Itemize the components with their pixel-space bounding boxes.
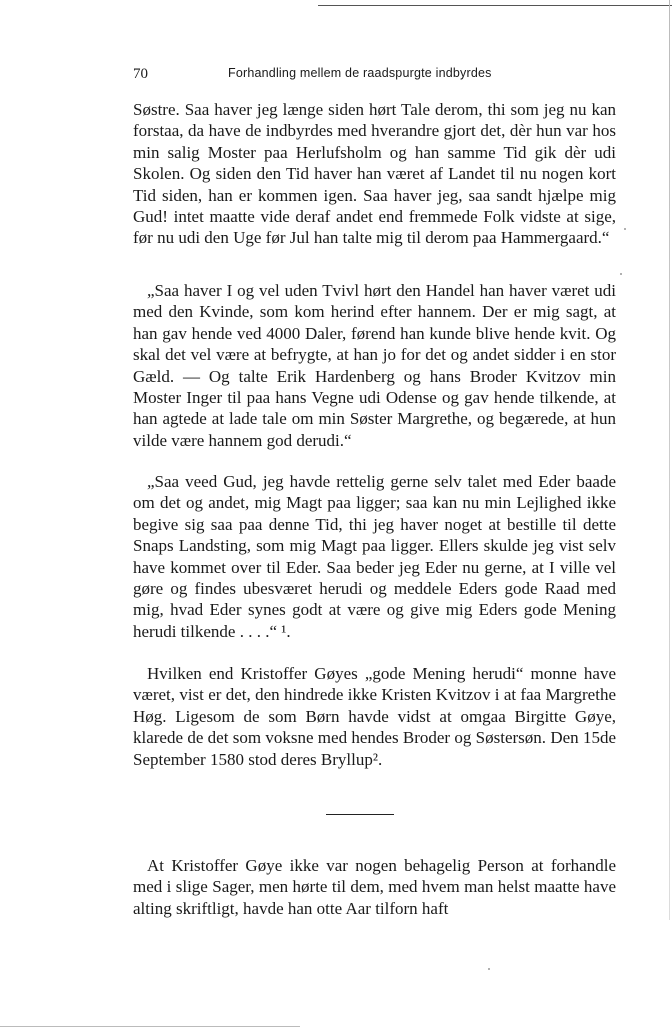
page-header [133, 66, 541, 86]
scan-speck [488, 968, 490, 970]
paragraph-3: „Saa veed Gud, jeg havde rettelig gerne selv talet med Eder baade om det og andet, mig Magt paa ligger; saa kan nu min Lejlighed ikke begive sig saa paa denne Tid, thi jeg haver noget at bestille til dette Snaps Landsting, som mig Magt paa ligger. Ellers skulde jeg vist selv have kommet over til Eder. Saa beder jeg Eder nu gerne, at I ville vel gøre og findes ubesværet herudi og meddele Eders gode Raad med mig, hvad Eder synes godt at være og give mig Eders gode Mening herudi tilkende . . . .“ ¹. [133, 472, 616, 641]
paragraph-1: Søstre. Saa haver jeg længe siden hørt Tale derom, thi som jeg nu kan forstaa, da have de indbyrdes med hverandre gjort det, dèr hun var hos min salig Moster paa Herlufsholm og han samme Tid gik dèr udi Skolen. Og siden den Tid haver han været af Landet til nu nogen kort Tid siden, han er kommen igen. Saa haver jeg, saa sandt hjælpe mig Gud! intet maatte vide deraf andet end fremmede Folk vidste at sige, før nu udi den Uge før Jul han talte mig til derom paa Hammergaard.“ [133, 100, 616, 248]
page-number: 70 [133, 66, 148, 82]
section-divider [326, 814, 394, 815]
scan-speck [624, 228, 626, 230]
top-edge-rule [318, 5, 672, 6]
scan-speck [620, 273, 622, 275]
paragraph-5: At Kristoffer Gøye ikke var nogen behagelig Person at forhandle med i slige Sager, men hørte til dem, med hvem man helst maatte have alting skriftligt, havde han otte Aar tilforn haft [133, 856, 616, 918]
paragraph-2: „Saa haver I og vel uden Tvivl hørt den Handel han haver været udi med den Kvinde, som kom herind efter hannem. Der er mig sagt, at han gav hende ved 4000 Daler, førend han kunde blive hende kvit. Og skal det vel være at befrygte, at han jo for det og andet sidder i en stor Gæld. — Og talte Erik Hardenberg og hans Broder Kvitzov min Moster Inger til paa hans Vegne udi Odense og gav hende tilkende, at han agtede at lade tale om min Søster Margrethe, og begærede, at hun vilde være hannem god derudi.“ [133, 281, 616, 450]
running-head: Forhandling mellem de raadspurgte indbyrdes [228, 66, 492, 80]
bottom-edge-rule [0, 1026, 300, 1027]
paragraph-4: Hvilken end Kristoffer Gøyes „gode Mening herudi“ monne have været, vist er det, den hindrede ikke Kristen Kvitzov i at faa Margrethe Høg. Ligesom de som Børn havde vidst at omgaa Birgitte Gøye, klarede de det som voksne med hendes Broder og Søstersøn. Den 15de September 1580 stod deres Bryllup². [133, 664, 616, 769]
page-edge-shadow [669, 0, 670, 920]
